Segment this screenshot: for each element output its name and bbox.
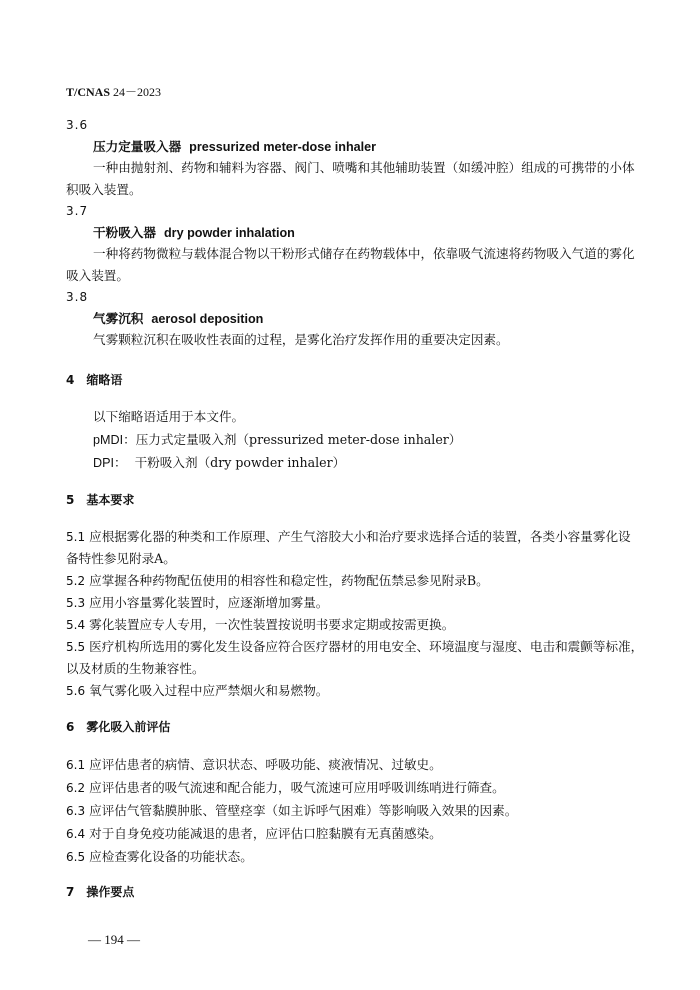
term-3-7: 干粉吸入器 dry powder inhalation — [93, 225, 295, 240]
term-3-6: 压力定量吸入器 pressurized meter-dose inhaler — [93, 139, 377, 154]
section-heading-4: 4 缩略语 — [66, 373, 123, 387]
clause-number-3-8: 3.8 — [66, 290, 89, 304]
page-number: — 194 — — [88, 932, 140, 947]
abbreviation-pmdi: pMDI：压力式定量吸入剂（pressurized meter-dose inhaler） — [93, 432, 462, 447]
definition-3-7-line1: 一种将药物微粒与载体混合物以干粉形式储存在药物载体中，依靠吸气流速将药物吸入气道的雾化 — [93, 246, 635, 261]
clause-number-3-7: 3.7 — [66, 204, 89, 218]
definition-3-6-line1: 一种由抛射剂、药物和辅料为容器、阀门、喷嘴和其他辅助装置（如缓冲腔）组成的可携带的小体 — [93, 160, 635, 175]
clause-5-1: 5.1 应根据雾化器的种类和工作原理、产生气溶胶大小和治疗要求选择合适的装置，各类小容量雾化设 — [66, 529, 631, 544]
clause-6-5: 6.5 应检查雾化设备的功能状态。 — [66, 849, 253, 864]
document-id: T/CNAS 24－2023 — [66, 85, 162, 99]
definition-3-6-line2: 积吸入装置。 — [66, 182, 142, 197]
clause-5-6: 5.6 氧气雾化吸入过程中应严禁烟火和易燃物。 — [66, 683, 329, 698]
clause-6-3: 6.3 应评估气管黏膜肿胀、管壁痉挛（如主诉呼气困难）等影响吸入效果的因素。 — [66, 803, 518, 818]
section-heading-5: 5 基本要求 — [66, 493, 135, 507]
clause-number-3-6: 3.6 — [66, 118, 89, 132]
section-heading-6: 6 雾化吸入前评估 — [66, 720, 171, 734]
definition-3-7-line2: 吸入装置。 — [66, 268, 129, 283]
abbreviation-dpi: DPI： 干粉吸入剂（dry powder inhaler） — [93, 455, 346, 470]
clause-5-4: 5.4 雾化装置应专人专用，一次性装置按说明书要求定期或按需更换。 — [66, 617, 455, 632]
abbreviations-intro: 以下缩略语适用于本文件。 — [93, 409, 245, 424]
clause-5-5: 5.5 医疗机构所选用的雾化发生设备应符合医疗器材的用电安全、环境温度与湿度、电击和震颤等标准， — [66, 639, 644, 654]
clause-6-2: 6.2 应评估患者的吸气流速和配合能力，吸气流速可应用呼吸训练哨进行筛查。 — [66, 780, 505, 795]
clause-6-4: 6.4 对于自身免疫功能减退的患者，应评估口腔黏膜有无真菌感染。 — [66, 826, 442, 841]
section-heading-7: 7 操作要点 — [66, 885, 135, 899]
clause-6-1: 6.1 应评估患者的病情、意识状态、呼吸功能、痰液情况、过敏史。 — [66, 757, 442, 772]
clause-5-1-cont: 备特性参见附录A。 — [66, 551, 176, 566]
clause-5-3: 5.3 应用小容量雾化装置时，应逐渐增加雾量。 — [66, 595, 329, 610]
definition-3-8-line1: 气雾颗粒沉积在吸收性表面的过程，是雾化治疗发挥作用的重要决定因素。 — [93, 332, 509, 347]
clause-5-5-cont: 以及材质的生物兼容性。 — [66, 661, 205, 676]
clause-5-2: 5.2 应掌握各种药物配伍使用的相容性和稳定性，药物配伍禁忌参见附录B。 — [66, 573, 489, 588]
term-3-8: 气雾沉积 aerosol deposition — [93, 311, 264, 326]
